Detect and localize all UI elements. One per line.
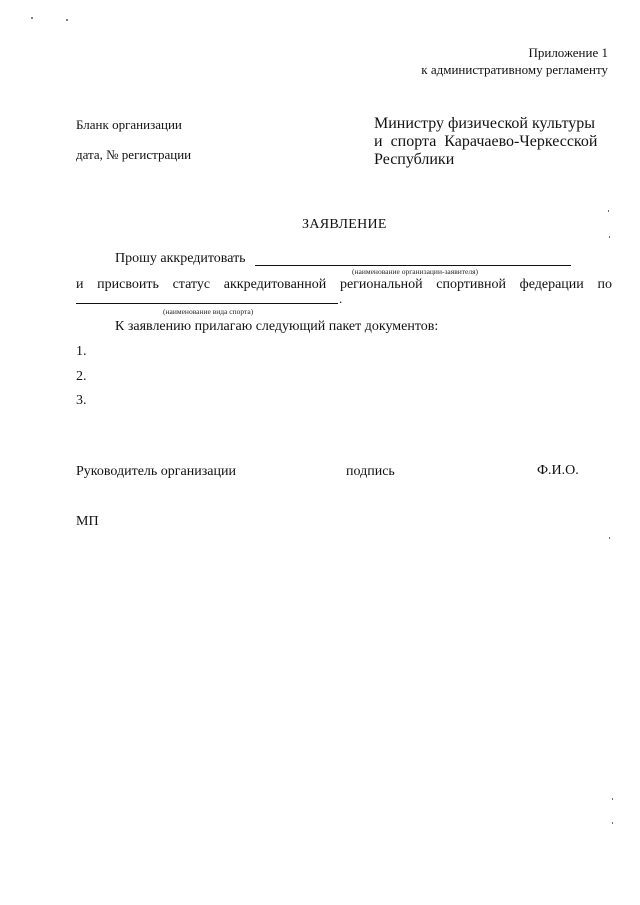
scan-speck [31, 17, 33, 19]
scan-speck [612, 822, 613, 824]
status-word: и [76, 277, 84, 292]
document-item-1: 1. [76, 344, 87, 359]
scan-speck [612, 798, 613, 800]
sport-line-period: . [339, 291, 343, 306]
stamp-label: МП [76, 514, 99, 529]
documents-intro: К заявлению прилагаю следующий пакет документов: [115, 319, 439, 334]
applicant-name-caption: (наименование организации-заявителя) [352, 267, 479, 276]
status-word: аккредитованной [223, 277, 327, 292]
registration-date-label: дата, № регистрации [76, 147, 192, 162]
document-title: ЗАЯВЛЕНИЕ [302, 217, 387, 232]
sport-name-line [76, 303, 338, 304]
addressee-line-2: и спорта Карачаево-Черкесской [374, 133, 598, 150]
organization-letterhead-label: Бланк организации [76, 117, 182, 132]
status-word: статус [172, 277, 211, 292]
head-of-organization-label: Руководитель организации [76, 464, 236, 479]
scan-speck [66, 19, 68, 21]
scan-speck [608, 210, 609, 212]
status-request-line [76, 277, 612, 293]
scan-speck [609, 537, 610, 539]
addressee-line-1: Министру физической культуры [374, 115, 596, 132]
full-name-label: Ф.И.О. [537, 463, 579, 478]
addressee-line-3: Республики [374, 151, 455, 168]
status-word: по [597, 277, 612, 292]
scan-speck [609, 236, 610, 238]
status-word: спортивной [436, 277, 506, 292]
sport-name-caption: (наименование вида спорта) [163, 307, 254, 316]
status-word: региональной [339, 277, 423, 292]
document-item-3: 3. [76, 393, 87, 408]
status-word: федерации [519, 277, 584, 292]
request-text: Прошу аккредитовать [115, 251, 246, 266]
appendix-reference: к административному регламенту [421, 62, 608, 77]
appendix-number: Приложение 1 [528, 45, 608, 60]
status-word: присвоить [97, 277, 159, 292]
applicant-name-line [255, 265, 571, 266]
signature-label: подпись [346, 464, 395, 479]
document-item-2: 2. [76, 369, 87, 384]
